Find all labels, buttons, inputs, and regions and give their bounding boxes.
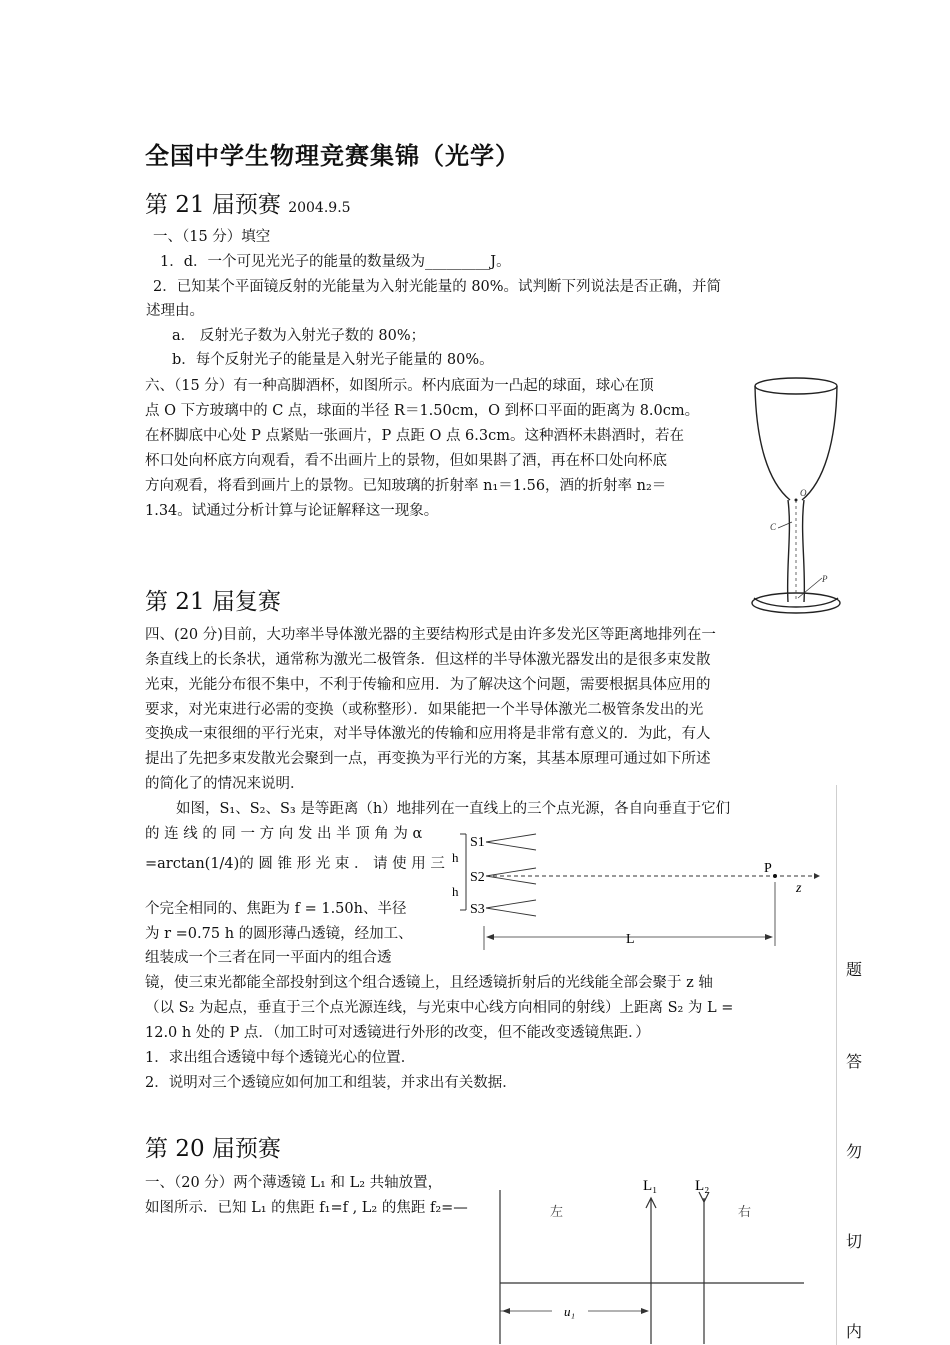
lens-label-left: 左 xyxy=(550,1204,564,1219)
glass-label-c: C xyxy=(770,522,777,532)
beam-figure xyxy=(446,826,826,950)
q1-item-2: 2．已知某个平面镜反射的光能量为入射光能量的 80%。试判断下列说法是否正确，并简 xyxy=(153,279,722,295)
q4-tail-line-1: 镜，使三束光都能全部投射到这个组合透镜上，且经透镜折射后的光线能全部会聚于 z 轴 xyxy=(145,975,713,991)
q1-header: 一、（15 分）填空 xyxy=(153,229,271,245)
q1-20-line-1: 一、（20 分）两个薄透镜 L₁ 和 L₂ 共轴放置， xyxy=(145,1175,443,1191)
lens-label-l2: L₂ xyxy=(695,1178,710,1194)
beam-label-p: P xyxy=(764,861,772,876)
q6-line-5: 方向观看，将看到画片上的景物。已知玻璃的折射率 n₁＝1.56，酒的折射率 n₂＝ xyxy=(145,478,667,494)
wine-glass-figure xyxy=(748,372,844,620)
q6-line-3: 在杯脚底中心处 P 点紧贴一张画片，P 点距 O 点 6.3cm。这种酒杯未斟酒时，若在 xyxy=(145,428,684,444)
lens-label-u1: u₁ xyxy=(564,1304,576,1319)
q4-left-line-4: 为 r =0.75 h 的圆形薄凸透镜，经加工、 xyxy=(145,926,413,942)
section-heading-text: 第 21 届预赛 xyxy=(145,192,281,218)
beam-label-z: z xyxy=(796,881,802,896)
margin-char-3: 勿 xyxy=(846,1142,863,1161)
q6-line-4: 杯口处向杯底方向观看，看不出画片上的景物，但如果斟了酒，再在杯口处向杯底 xyxy=(145,453,667,469)
beam-label-s3: S3 xyxy=(470,902,485,917)
q4-subq-1: 1．求出组合透镜中每个透镜光心的位置． xyxy=(145,1050,416,1066)
section-heading-21-final: 第 21 届复赛 xyxy=(145,589,281,615)
q4-tail-line-2: （以 S₂ 为起点，垂直于三个点光源连线，与光束中心线方向相同的射线）上距离 S₂ 为 L = xyxy=(145,1000,734,1016)
lens-label-l1: L₁ xyxy=(643,1178,658,1194)
binding-margin-line xyxy=(836,785,837,1345)
q4-left-line-5: 组装成一个三者在同一平面内的组合透 xyxy=(145,950,392,966)
q4-line-5: 变换成一束很细的平行光束，对半导体激光的传输和应用将是非常有意义的．为此，有人 xyxy=(145,726,711,742)
q4-para2-line-1: 如图，S₁、S₂、S₃ 是等距离（h）地排列在一直线上的三个点光源，各自向垂直于它们 xyxy=(176,801,731,817)
q1-item-2-cont: 述理由。 xyxy=(146,303,204,319)
section-heading-20-prelim: 第 20 届预赛 xyxy=(145,1136,281,1162)
q4-line-4: 要求，对光束进行必需的变换（或称整形）．如果能把一个半导体激光二极管条发出的光 xyxy=(145,702,704,718)
margin-char-2: 答 xyxy=(846,1052,863,1071)
q6-line-1: 六、（15 分）有一种高脚酒杯，如图所示。杯内底面为一凸起的球面，球心在顶 xyxy=(145,378,654,394)
q4-left-line-2: =arctan(1/4)的 圆 锥 形 光 束 ． 请 使 用 三 xyxy=(145,856,445,872)
margin-char-1: 题 xyxy=(846,960,863,979)
q1-20-line-2: 如图所示．已知 L₁ 的焦距 f₁=f , L₂ 的焦距 f₂=— xyxy=(145,1200,468,1216)
q4-left-line-1: 的 连 线 的 同 一 方 向 发 出 半 顶 角 为 α xyxy=(145,826,423,842)
q1-item-2b: b．每个反射光子的能量是入射光子能量的 80%。 xyxy=(172,352,494,368)
glass-label-o: O xyxy=(800,488,807,498)
q1-item-2a: a． 反射光子数为入射光子数的 80%； xyxy=(172,328,426,344)
section-date: 2004.9.5 xyxy=(288,200,351,216)
beam-label-h2: h xyxy=(452,884,459,899)
beam-label-s1: S1 xyxy=(470,835,485,850)
q4-line-3: 光束，光能分布很不集中，不利于传输和应用．为了解决这个问题，需要根据具体应用的 xyxy=(145,677,711,693)
margin-char-5: 内 xyxy=(846,1322,863,1341)
q6-line-6: 1.34。试通过分析计算与论证解释这一现象。 xyxy=(145,503,439,519)
q1-item-1: 1．d．一个可见光光子的能量的数量级为_________J。 xyxy=(160,254,511,270)
beam-label-s2: S2 xyxy=(470,870,485,885)
q4-tail-line-3: 12.0 h 处的 P 点．（加工时可对透镜进行外形的改变，但不能改变透镜焦距．） xyxy=(145,1025,650,1041)
beam-label-h1: h xyxy=(452,850,459,865)
section-heading-21-prelim xyxy=(145,186,351,219)
q4-line-2: 条直线上的长条状，通常称为激光二极管条．但这样的半导体激光器发出的是很多束发散 xyxy=(145,652,711,668)
q4-line-6: 提出了先把多束发散光会聚到一点，再变换为平行光的方案，其基本原理可通过如下所述 xyxy=(145,751,711,767)
q4-line-1: 四、(20 分)目前，大功率半导体激光器的主要结构形式是由许多发光区等距离地排列在一 xyxy=(145,627,716,643)
q4-left-line-3: 个完全相同的、焦距为 f = 1.50h、半径 xyxy=(145,901,407,917)
document-title: 全国中学生物理竞赛集锦（光学） xyxy=(145,141,520,170)
glass-label-p: P xyxy=(822,574,828,584)
beam-label-l: L xyxy=(626,932,635,947)
lens-figure xyxy=(492,1168,806,1344)
q4-subq-2: 2．说明对三个透镜应如何加工和组装，并求出有关数据． xyxy=(145,1075,517,1091)
q4-line-7: 的简化了的情况来说明． xyxy=(145,776,305,792)
margin-char-4: 切 xyxy=(846,1232,863,1251)
q6-line-2: 点 O 下方玻璃中的 C 点，球面的半径 R＝1.50cm，O 到杯口平面的距离为 8.0cm。 xyxy=(145,403,700,419)
lens-label-right: 右 xyxy=(738,1204,752,1219)
